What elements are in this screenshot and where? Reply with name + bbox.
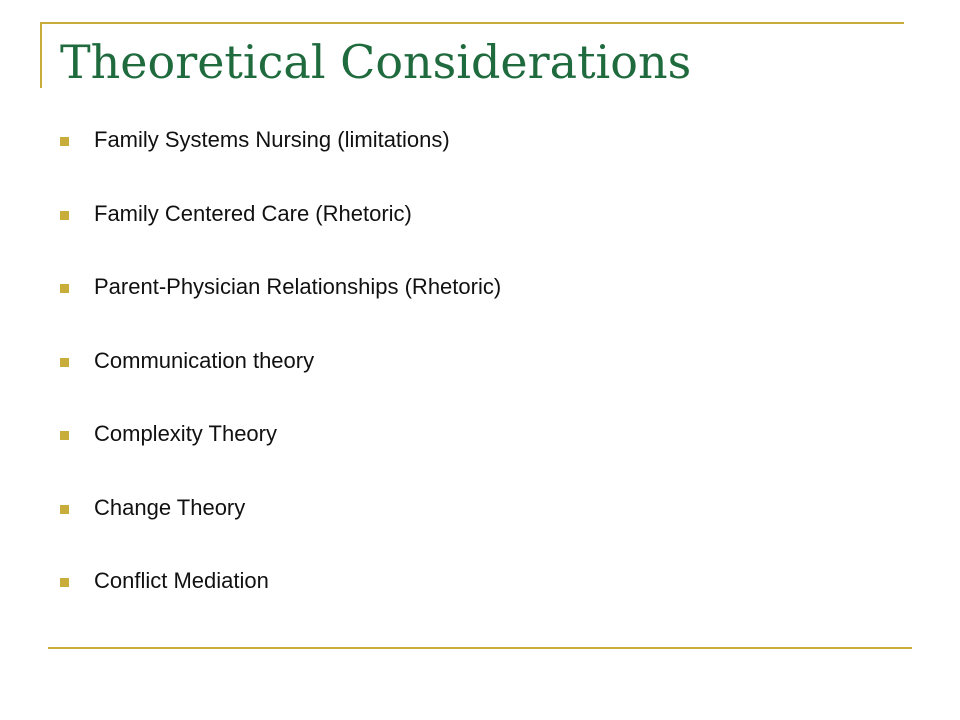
square-bullet-icon [60, 211, 69, 220]
bullet-text: Change Theory [94, 494, 246, 520]
bullet-text: Family Centered Care (Rhetoric) [94, 200, 412, 226]
left-border-line [40, 22, 42, 88]
bullet-item [60, 198, 501, 272]
bullet-text: Complexity Theory [94, 421, 277, 446]
slide-title: Theoretical Considerations [60, 35, 692, 89]
square-bullet-icon [60, 137, 69, 146]
square-bullet-icon [60, 578, 69, 587]
bullet-item [60, 492, 501, 566]
bullet-text: Communication theory [94, 347, 315, 373]
bullet-list [60, 124, 501, 639]
square-bullet-icon [60, 505, 69, 514]
bullet-item [60, 418, 501, 492]
bullet-item [60, 565, 501, 639]
bullet-item [60, 124, 501, 198]
bullet-text: Family Systems Nursing (limitations) [94, 127, 450, 152]
bottom-border-line [48, 647, 912, 649]
top-border-line [40, 22, 904, 24]
square-bullet-icon [60, 358, 69, 367]
bullet-text: Conflict Mediation [94, 568, 269, 593]
bullet-item [60, 271, 501, 345]
square-bullet-icon [60, 284, 69, 293]
bullet-item [60, 345, 501, 419]
square-bullet-icon [60, 431, 69, 440]
bullet-text: Parent-Physician Relationships (Rhetoric) [94, 274, 502, 299]
